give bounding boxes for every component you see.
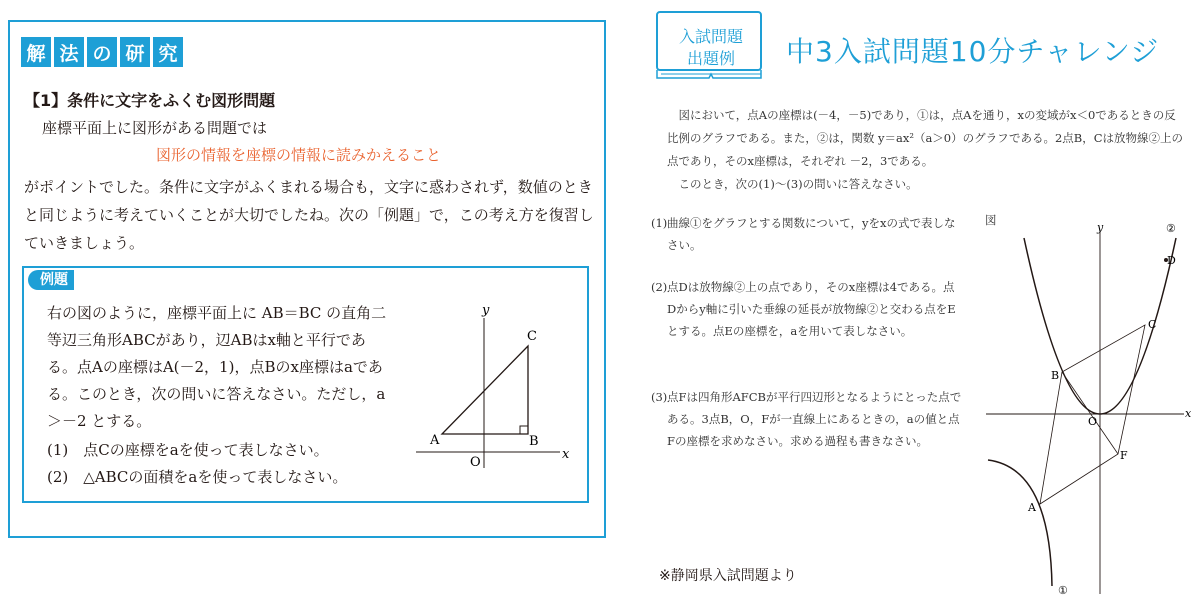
heading-char: 究 xyxy=(153,37,183,67)
question-1-number: (1) xyxy=(651,216,668,230)
x-axis-label: x xyxy=(1185,407,1192,420)
y-axis-label: y xyxy=(1097,222,1104,234)
problem-paragraph-2: このとき，次の(1)～(3)の問いに答えなさい。 xyxy=(678,177,918,191)
point-b-label: B xyxy=(1051,369,1060,382)
exam-badge xyxy=(653,8,769,82)
example-label: 例題 xyxy=(28,270,74,290)
question-1 xyxy=(651,212,963,256)
curve-2-label: ② xyxy=(1166,222,1176,235)
question-2 xyxy=(651,276,963,342)
example-question-1: (1) 点Cの座標をaを使って表しなさい。 xyxy=(47,441,329,459)
example-text: 右の図のように，座標平面上に AB＝BC の直角二等辺三角形ABCがあり，辺ABはx軸と平行である。点Aの座標はA(－2，1)，点Bのx座標はaである。このとき，次の問いに答えなさい。ただし，a＞－2 とする。 xyxy=(47,304,387,430)
right-angle-mark xyxy=(520,426,528,434)
point-c-label: C xyxy=(527,329,537,344)
example-figure xyxy=(410,300,580,470)
line-bof xyxy=(1062,372,1118,454)
question-3-number: (3) xyxy=(651,390,668,404)
question-1-text: 曲線①をグラフとする関数について，yをxの式で表しなさい。 xyxy=(667,216,956,252)
heading-char: 法 xyxy=(54,37,84,67)
heading-char: 研 xyxy=(120,37,150,67)
question-3-text: 点Fは四角形AFCBが平行四辺形となるようにとった点である。3点B，O，Fが一直線上にあるときの，aの値と点Fの座標を求めなさい。求める過程も書きなさい。 xyxy=(667,390,962,448)
x-axis-label: x xyxy=(562,447,570,462)
question-2-text: 点Dは放物線②上の点であり，そのx座標は4である。点Dからy軸に引いた垂線の延長が放物線②と交わる点をEとする。点Eの座標を，aを用いて表しなさい。 xyxy=(667,280,956,338)
problem-statement xyxy=(667,104,1187,196)
y-axis-label: y xyxy=(482,303,490,318)
curve-1-label: ① xyxy=(1058,584,1068,597)
section-heading xyxy=(21,37,183,67)
question-2-number: (2) xyxy=(651,280,668,294)
intro-text-2: がポイントでした。条件に文字がふくまれる場合も，文字に惑わされず，数値のときと同じように考えていくことが大切でしたね。次の「例題」で，この考え方を復習していきましょう。 xyxy=(24,178,594,252)
intro-highlight: 図形の情報を座標の情報に読みかえること xyxy=(156,146,442,164)
origin-label: O xyxy=(1088,415,1098,428)
intro-text-1: 座標平面上に図形がある問題では xyxy=(42,119,268,137)
point-b-label: B xyxy=(529,434,539,449)
problem-paragraph-1: 図において，点Aの座標は(－4，－5)であり，①は，点Aを通り，xの変域がx＜0であるときの反比例のグラフである。また，②は，関数 y＝ax²（a＞0）のグラフである。2点B，Cは放物線②上の点であり，そのx座標は，それぞれ －2，3である。 xyxy=(667,108,1184,168)
heading-char: 解 xyxy=(21,37,51,67)
question-3 xyxy=(651,386,963,452)
page-title: 中3入試問題10分チャレンジ xyxy=(786,35,1160,68)
heading-char: の xyxy=(87,37,117,67)
point-a-label: A xyxy=(430,433,440,448)
section-title: 【1】条件に文字をふくむ図形問題 xyxy=(24,91,276,110)
hyperbola-curve xyxy=(988,460,1052,586)
source-note: ※静岡県入試問題より xyxy=(659,568,797,584)
point-f-label: F xyxy=(1120,449,1128,462)
badge-line-2: 出題例 xyxy=(686,49,735,68)
badge-line-1: 入試問題 xyxy=(678,27,743,46)
point-a-label: A xyxy=(1028,501,1036,514)
origin-label: O xyxy=(470,455,481,470)
example-question-2: (2) △ABCの面積をaを使って表しなさい。 xyxy=(47,468,348,486)
figure-label: 図 xyxy=(985,213,997,227)
point-d-label: D xyxy=(1167,254,1176,267)
function-graph xyxy=(980,222,1195,597)
point-c-label: C xyxy=(1148,318,1157,331)
triangle-abc xyxy=(442,346,528,434)
